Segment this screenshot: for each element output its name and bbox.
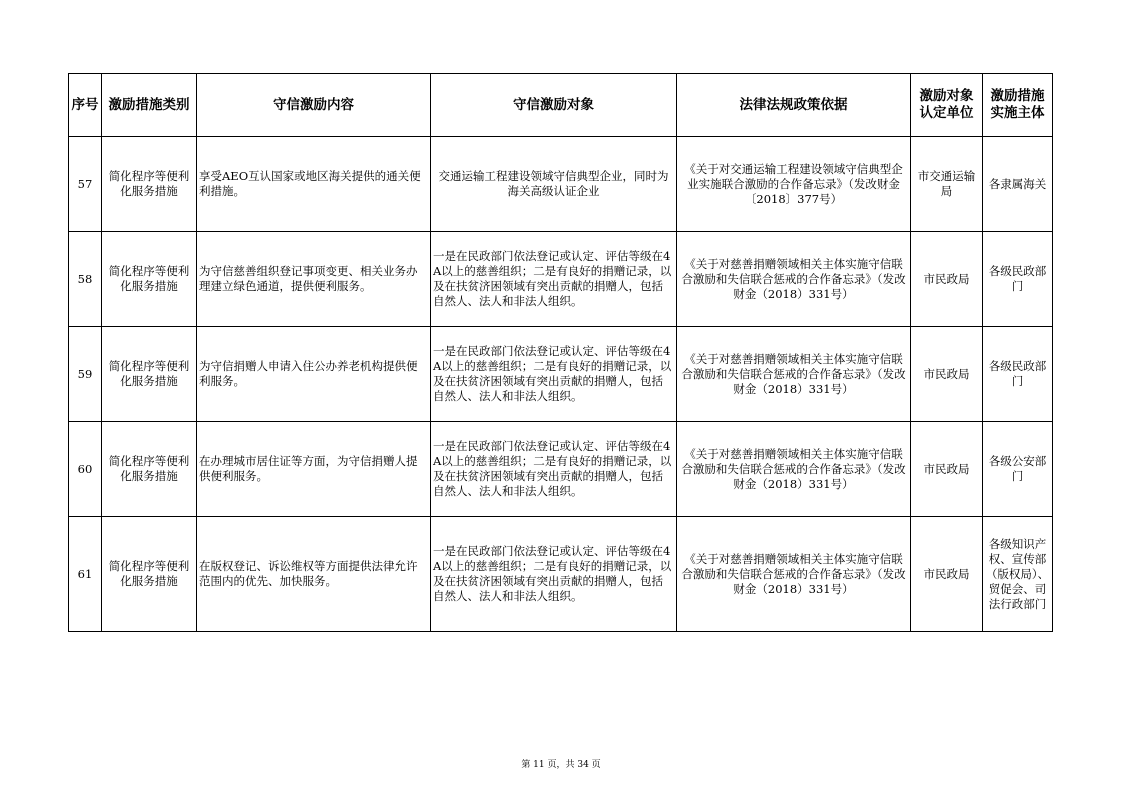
cell-unit: 市交通运输局 (911, 137, 983, 232)
cell-serial: 60 (69, 422, 102, 517)
header-content: 守信激励内容 (197, 74, 431, 137)
cell-target: 一是在民政部门依法登记或认定、评估等级在4A以上的慈善组织；二是有良好的捐赠记录，以及在扶贫济困领域有突出贡献的捐赠人，包括自然人、法人和非法人组织。 (431, 517, 677, 632)
cell-basis: 《关于对慈善捐赠领域相关主体实施守信联合激励和失信联合惩戒的合作备忘录》（发改财金（2018）331号） (677, 517, 911, 632)
cell-basis: 《关于对交通运输工程建设领域守信典型企业实施联合激励的合作备忘录》（发改财金〔2018〕377号） (677, 137, 911, 232)
cell-target: 一是在民政部门依法登记或认定、评估等级在4A以上的慈善组织；二是有良好的捐赠记录，以及在扶贫济困领域有突出贡献的捐赠人，包括自然人、法人和非法人组织。 (431, 422, 677, 517)
cell-category: 简化程序等便利化服务措施 (102, 327, 197, 422)
cell-target: 交通运输工程建设领域守信典型企业，同时为海关高级认证企业 (431, 137, 677, 232)
cell-category: 简化程序等便利化服务措施 (102, 232, 197, 327)
table-row (69, 232, 1053, 327)
table-header-row (69, 74, 1053, 137)
cell-serial: 57 (69, 137, 102, 232)
incentive-measures-table (68, 73, 1053, 632)
cell-executor: 各级公安部门 (983, 422, 1053, 517)
cell-content: 享受AEO互认国家或地区海关提供的通关便利措施。 (197, 137, 431, 232)
cell-basis: 《关于对慈善捐赠领域相关主体实施守信联合激励和失信联合惩戒的合作备忘录》（发改财金（2018）331号） (677, 232, 911, 327)
cell-basis: 《关于对慈善捐赠领域相关主体实施守信联合激励和失信联合惩戒的合作备忘录》（发改财金（2018）331号） (677, 327, 911, 422)
cell-unit: 市民政局 (911, 327, 983, 422)
header-category: 激励措施类别 (102, 74, 197, 137)
cell-target: 一是在民政部门依法登记或认定、评估等级在4A以上的慈善组织；二是有良好的捐赠记录，以及在扶贫济困领域有突出贡献的捐赠人，包括自然人、法人和非法人组织。 (431, 327, 677, 422)
cell-executor: 各级民政部门 (983, 327, 1053, 422)
cell-executor: 各隶属海关 (983, 137, 1053, 232)
page-footer: 第 11 页，共 34 页 (521, 760, 601, 770)
table-row (69, 137, 1053, 232)
cell-content: 在版权登记、诉讼维权等方面提供法律允许范围内的优先、加快服务。 (197, 517, 431, 632)
header-executor: 激励措施实施主体 (983, 74, 1053, 137)
cell-serial: 59 (69, 327, 102, 422)
cell-category: 简化程序等便利化服务措施 (102, 517, 197, 632)
cell-category: 简化程序等便利化服务措施 (102, 422, 197, 517)
cell-category: 简化程序等便利化服务措施 (102, 137, 197, 232)
cell-executor: 各级知识产权、宣传部（版权局）、贸促会、司法行政部门 (983, 517, 1053, 632)
cell-unit: 市民政局 (911, 517, 983, 632)
cell-serial: 61 (69, 517, 102, 632)
table-row (69, 422, 1053, 517)
cell-content: 在办理城市居住证等方面，为守信捐赠人提供便利服务。 (197, 422, 431, 517)
table-row (69, 517, 1053, 632)
header-unit: 激励对象认定单位 (911, 74, 983, 137)
cell-executor: 各级民政部门 (983, 232, 1053, 327)
cell-content: 为守信捐赠人申请入住公办养老机构提供便利服务。 (197, 327, 431, 422)
cell-basis: 《关于对慈善捐赠领域相关主体实施守信联合激励和失信联合惩戒的合作备忘录》（发改财金（2018）331号） (677, 422, 911, 517)
header-serial: 序号 (69, 74, 102, 137)
table-row (69, 327, 1053, 422)
cell-unit: 市民政局 (911, 232, 983, 327)
header-basis: 法律法规政策依据 (677, 74, 911, 137)
cell-unit: 市民政局 (911, 422, 983, 517)
cell-serial: 58 (69, 232, 102, 327)
cell-target: 一是在民政部门依法登记或认定、评估等级在4A以上的慈善组织；二是有良好的捐赠记录，以及在扶贫济困领域有突出贡献的捐赠人，包括自然人、法人和非法人组织。 (431, 232, 677, 327)
cell-content: 为守信慈善组织登记事项变更、相关业务办理建立绿色通道，提供便利服务。 (197, 232, 431, 327)
header-target: 守信激励对象 (431, 74, 677, 137)
